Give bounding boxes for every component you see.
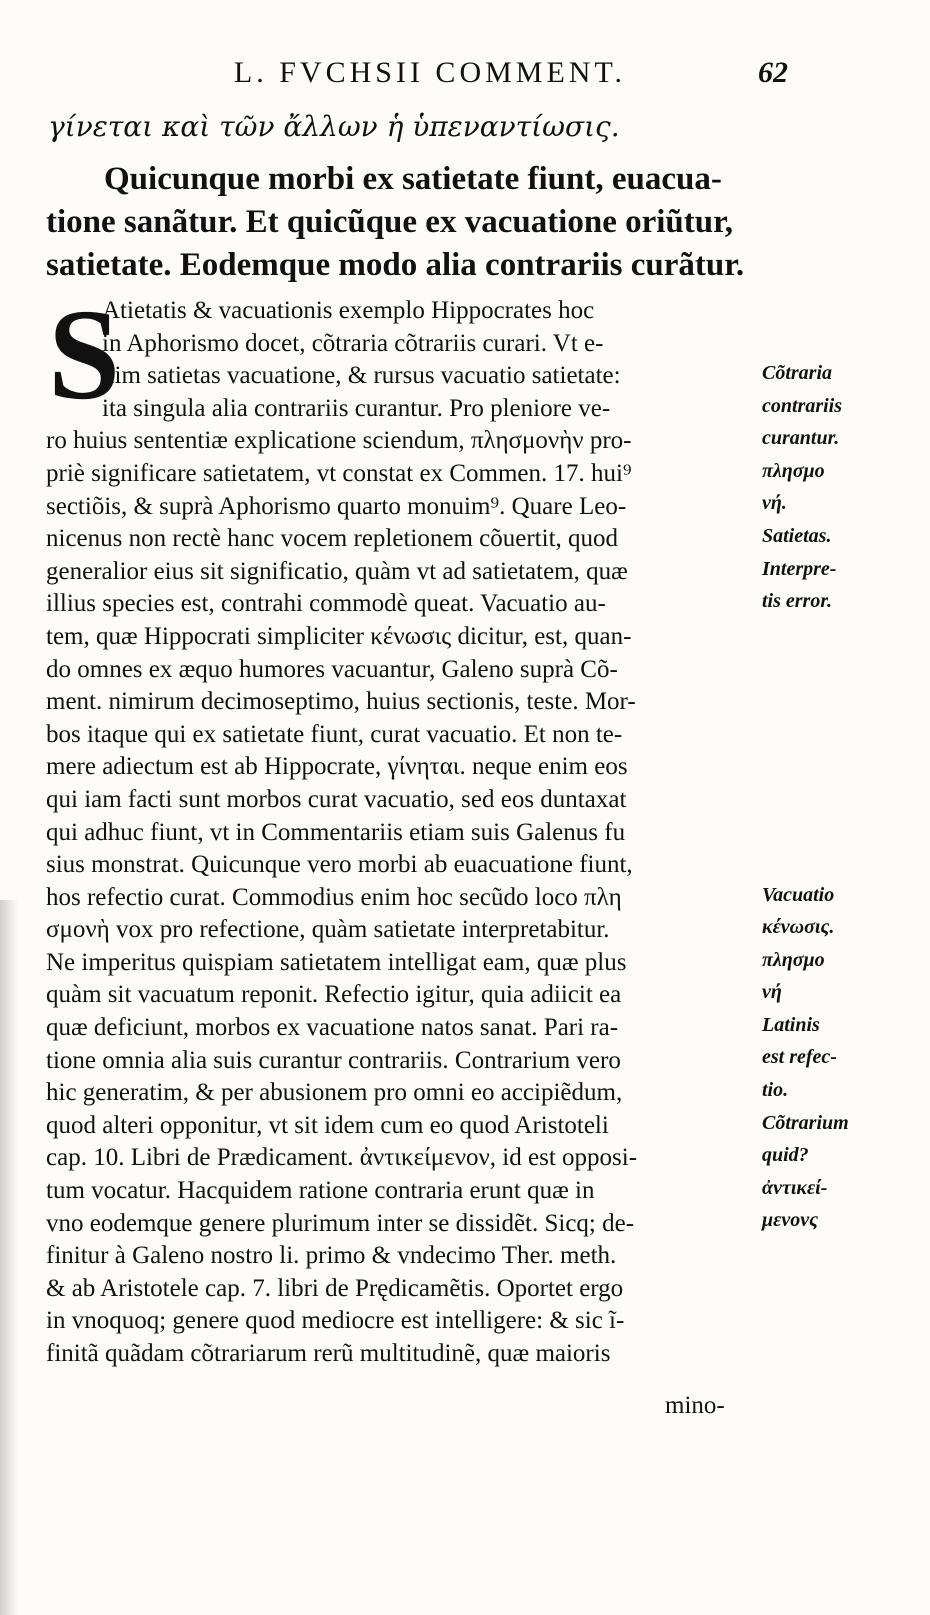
margin-note: [762, 650, 922, 683]
aphorism-line: satietate. Eodemque modo alia contrariis curãtur.: [46, 247, 745, 283]
margin-note: tio.: [762, 1079, 789, 1102]
margin-note: Cõtrarium: [762, 1111, 849, 1134]
commentary-line: do omnes ex æquo humores vacuantur, Galeno suprà Cõ-: [46, 655, 618, 683]
aphorism-text: [46, 158, 766, 287]
margin-note: [762, 781, 922, 814]
commentary-line: ment. nimirum decimoseptimo, huius sectionis, teste. Mor-: [46, 688, 636, 716]
commentary-line: illius species est, contrahi commodè queat. Vacuatio au-: [46, 590, 606, 618]
commentary-line: nicenus non rectè hanc vocem repletionem cõuertit, quod: [46, 525, 619, 553]
margin-note: μενονς: [762, 1209, 818, 1232]
margin-note: νή: [762, 981, 782, 1004]
margin-note: [762, 813, 922, 846]
greek-lemma: γίνεται καὶ τῶν ἄλλων ἡ ὑπεναντίωσις.: [48, 110, 620, 143]
page-edge-shadow: [0, 900, 18, 1615]
commentary-line: generalior eius sit significatio, quàm vt ad satietatem, quæ: [46, 557, 628, 585]
commentary-line: qui adhuc fiunt, vt in Commentariis etiam suis Galenus fu: [46, 818, 626, 846]
commentary-line: quod alteri opponitur, vt sit idem cum eo quod Aristoteli: [46, 1111, 609, 1139]
margin-note: curantur.: [762, 427, 840, 450]
commentary-line: hic generatim, & per abusionem pro omni eo accipiẽdum,: [46, 1079, 623, 1107]
commentary-line: nim satietas vacuatione, & rursus vacuatio satietate:: [102, 362, 621, 390]
aphorism-line: Quicunque morbi ex satietate fiunt, euacua-: [104, 161, 722, 197]
margin-note: Cõtraria: [762, 362, 833, 384]
folio-number: 62: [758, 56, 788, 89]
commentary-line: & ab Aristotele cap. 7. libri de Prędicamẽtis. Oportet ergo: [46, 1274, 624, 1302]
margin-notes: [762, 357, 922, 1237]
commentary-line: σμονὴ vox pro refectione, quàm satietate interpretabitur.: [46, 916, 610, 944]
commentary-line: finitur à Galeno nostro li. primo & vndecimo Ther. meth.: [46, 1242, 617, 1270]
commentary-line: tem, quæ Hippocrati simpliciter κένωσις dicitur, est, quan-: [46, 622, 632, 650]
running-head: L. FVCHSII COMMENT.: [233, 56, 627, 89]
commentary-line: ro huius sententiæ explicatione sciendum, πλησμονὴν pro-: [46, 427, 632, 455]
margin-note: [762, 846, 922, 879]
margin-note: πλησμο: [762, 948, 825, 971]
commentary-line: tione omnia alia suis curantur contrariis. Contrarium vero: [46, 1046, 621, 1074]
drop-capital: S: [48, 283, 121, 427]
commentary-line: sectiõis, & suprà Aphorismo quarto monuim⁹. Quare Leo-: [46, 492, 627, 520]
margin-note: tis error.: [762, 590, 833, 613]
margin-note: quid?: [762, 1144, 809, 1167]
commentary-line: Atietatis & vacuationis exemplo Hippocrates hoc: [102, 297, 595, 324]
commentary-line: finitã quãdam cõtrariarum rerũ multitudinẽ, quæ maioris: [46, 1340, 611, 1367]
commentary-line: hos refectio curat. Commodius enim hoc secũdo loco πλη: [46, 883, 622, 911]
commentary-line: qui iam facti sunt morbos curat vacuatio, sed eos duntaxat: [46, 785, 627, 813]
catchword: mino-: [665, 1392, 725, 1419]
commentary-line: bos itaque qui ex satietate fiunt, curat vacuatio. Et non te-: [46, 720, 623, 748]
commentary-line: in Aphorismo docet, cõtraria cõtrariis curari. Vt e-: [102, 329, 604, 357]
margin-note: πλησμο: [762, 459, 825, 482]
margin-note: [762, 618, 922, 651]
commentary-line: priè significare satietatem, vt constat ex Commen. 17. hui⁹: [46, 459, 632, 487]
commentary-line: cap. 10. Libri de Prædicament. ἀντικείμενον, id est opposi-: [46, 1144, 638, 1172]
margin-note: [762, 683, 922, 716]
margin-note: Satietas.: [762, 524, 832, 547]
commentary-line: quàm sit vacuatum reponit. Refectio igitur, quia adiicit ea: [46, 981, 622, 1009]
commentary-text: [46, 283, 766, 1371]
margin-note: ἀντικεί-: [762, 1176, 828, 1199]
margin-note: Interpre-: [762, 557, 837, 580]
commentary-line: sius monstrat. Quicunque vero morbi ab euacuatione fiunt,: [46, 851, 633, 879]
margin-note: contrariis: [762, 394, 843, 417]
margin-note: [762, 716, 922, 749]
commentary-line: vno eodemque genere plurimum inter se dissidẽt. Sicq; de-: [46, 1209, 635, 1237]
commentary-line: in vnoquoq; genere quod mediocre est intelligere: & sic ĩ-: [46, 1307, 625, 1335]
commentary-line: tum vocatur. Hacquidem ratione contraria erunt quæ in: [46, 1177, 595, 1205]
margin-note: [762, 748, 922, 781]
margin-note: est refec-: [762, 1046, 837, 1069]
commentary-line: quæ deficiunt, morbos ex vacuatione natos sanat. Pari ra-: [46, 1014, 619, 1042]
margin-note: νή.: [762, 492, 787, 515]
margin-note: Vacuatio: [762, 883, 835, 906]
commentary-line: mere adiectum est ab Hippocrate, γίνηται. neque enim eos: [46, 753, 628, 781]
aphorism-line: tione sanãtur. Et quicũque ex vacuatione oriũtur,: [46, 204, 733, 240]
margin-note: Latinis: [762, 1013, 820, 1036]
margin-note: κένωσις.: [762, 916, 835, 939]
commentary-line: Ne imperitus quispiam satietatem intelligat eam, quæ plus: [46, 948, 627, 976]
commentary-line: ita singula alia contrariis curantur. Pro pleniore ve-: [102, 394, 611, 422]
